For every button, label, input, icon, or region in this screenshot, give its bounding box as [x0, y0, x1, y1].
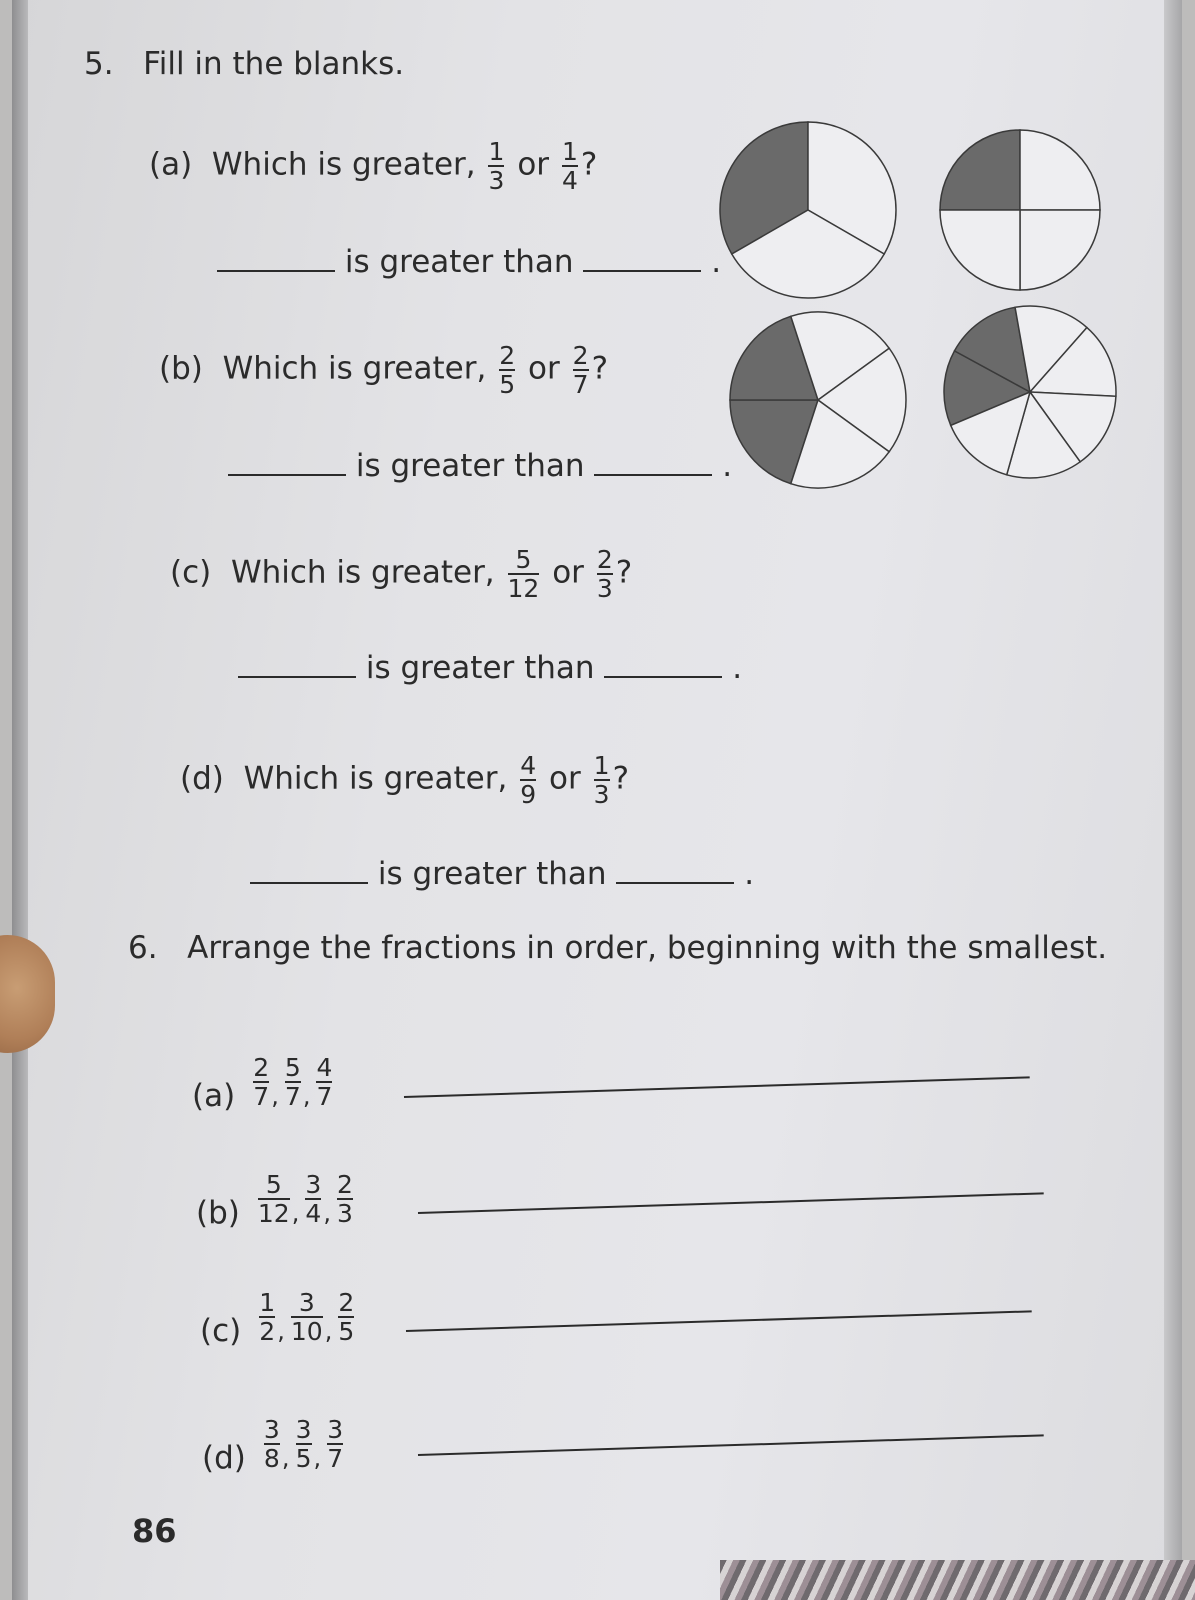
- q5a-label: (a): [149, 146, 193, 183]
- q5b-fraction-2: $\frac{2}{7}$: [572, 341, 589, 399]
- workbook-page: [12, 0, 1182, 1600]
- q6c-comma-2: ,: [324, 1317, 333, 1345]
- q5b-blank-1[interactable]: [228, 474, 346, 476]
- q5a-blank-2[interactable]: [583, 270, 701, 272]
- q6d-comma-2: ,: [313, 1444, 322, 1472]
- q6b-row: [196, 1167, 355, 1231]
- q5a-blank-1[interactable]: [217, 270, 335, 272]
- q6d-row: [202, 1412, 345, 1476]
- pie-slice: [940, 210, 1020, 290]
- fabric-background: [720, 1560, 1195, 1600]
- q5d-question: [180, 752, 629, 808]
- q5c-or: or: [552, 554, 584, 591]
- q5c-fraction-2: $\frac{2}{3}$: [596, 545, 613, 603]
- pie-3: [730, 312, 906, 488]
- q5b-period: .: [722, 448, 733, 484]
- q5a-or: or: [517, 146, 550, 183]
- q5-number: 5.: [84, 46, 114, 82]
- q6a-comma-2: ,: [302, 1082, 311, 1110]
- q5b-question-mark: ?: [591, 350, 609, 387]
- q6a-fraction-1: $\frac{2}{7}$: [253, 1053, 270, 1111]
- q5a-question-mark: ?: [580, 146, 598, 183]
- q5c-fraction-1: $\frac{5}{12}$: [507, 545, 540, 603]
- q6a-label: (a): [192, 1078, 236, 1114]
- q5d-or: or: [549, 760, 581, 797]
- q6c-fraction-1: $\frac{1}{2}$: [259, 1288, 276, 1346]
- q5a-question: [149, 138, 597, 194]
- q6a-fraction-3: $\frac{4}{7}$: [316, 1053, 333, 1111]
- q5b-blank-2[interactable]: [594, 474, 712, 476]
- q6b-comma-1: ,: [291, 1199, 300, 1227]
- q5d-fraction-2: $\frac{1}{3}$: [593, 751, 610, 809]
- q5b-answer-text: is greater than: [355, 448, 585, 484]
- q5c-answer: [238, 650, 742, 686]
- q6d-fraction-2: $\frac{3}{5}$: [295, 1415, 312, 1473]
- q6b-comma-2: ,: [323, 1199, 331, 1227]
- q6d-label: (d): [202, 1440, 246, 1476]
- pie-slice: [1020, 210, 1100, 290]
- q6c-fraction-2: $\frac{3}{10}$: [290, 1288, 323, 1346]
- q5a-answer-text: is greater than: [344, 244, 574, 280]
- q5a-period: .: [711, 244, 722, 280]
- q5d-answer: [250, 856, 754, 892]
- q6d-fraction-1: $\frac{3}{8}$: [263, 1415, 280, 1473]
- q6b-fraction-2: $\frac{3}{4}$: [305, 1170, 322, 1228]
- q5c-question-mark: ?: [615, 554, 633, 591]
- pie-1: [720, 122, 896, 298]
- q5a-fraction-2: $\frac{1}{4}$: [561, 137, 578, 195]
- pie-slice-shaded: [940, 130, 1020, 210]
- q5d-blank-2[interactable]: [616, 882, 734, 884]
- q5c-blank-2[interactable]: [604, 676, 722, 678]
- q6b-fraction-1: $\frac{5}{12}$: [257, 1170, 290, 1228]
- q5d-fraction-1: $\frac{4}{9}$: [520, 751, 537, 809]
- q6a-comma-1: ,: [271, 1082, 279, 1110]
- q5b-answer: [228, 448, 732, 484]
- q5c-prompt: Which is greater,: [230, 554, 495, 591]
- q5d-blank-1[interactable]: [250, 882, 368, 884]
- q6b-fraction-3: $\frac{2}{3}$: [337, 1170, 353, 1228]
- q5c-period: .: [732, 650, 743, 686]
- q5-instruction: Fill in the blanks.: [143, 46, 405, 82]
- q6d-fraction-3: $\frac{3}{7}$: [327, 1415, 344, 1473]
- q6c-label: (c): [200, 1313, 242, 1349]
- q6a-row: [192, 1050, 334, 1114]
- q5b-fraction-1: $\frac{2}{5}$: [499, 341, 516, 399]
- q6-instruction: Arrange the fractions in order, beginning with the smallest.: [187, 930, 1108, 966]
- pie-4: [944, 306, 1116, 478]
- q6-number: 6.: [128, 930, 158, 966]
- q5a-fraction-1: $\frac{1}{3}$: [488, 137, 505, 195]
- q5a-answer: [217, 244, 721, 280]
- q5a-prompt: Which is greater,: [211, 146, 476, 183]
- q5b-label: (b): [159, 350, 203, 387]
- q5d-question-mark: ?: [612, 760, 630, 797]
- q5d-prompt: Which is greater,: [243, 760, 508, 797]
- q6c-fraction-3: $\frac{2}{5}$: [338, 1288, 355, 1346]
- q5b-prompt: Which is greater,: [222, 350, 487, 387]
- pie-slice: [1020, 130, 1100, 210]
- pie-2: [940, 130, 1100, 290]
- q5d-label: (d): [180, 760, 224, 797]
- q5-heading: [84, 46, 404, 82]
- q5d-period: .: [744, 856, 755, 892]
- q5d-answer-text: is greater than: [377, 856, 607, 892]
- q6c-row: [200, 1285, 356, 1349]
- q5c-label: (c): [170, 554, 212, 591]
- q5c-answer-text: is greater than: [365, 650, 595, 686]
- q5b-question: [159, 342, 608, 398]
- q6b-label: (b): [196, 1195, 240, 1231]
- q5b-or: or: [528, 350, 560, 387]
- q6-heading: [128, 930, 1107, 966]
- q6d-comma-1: ,: [281, 1444, 290, 1472]
- q5c-question: [170, 546, 632, 602]
- q6c-comma-1: ,: [277, 1317, 285, 1345]
- q5c-blank-1[interactable]: [238, 676, 356, 678]
- page-number: 86: [132, 1512, 177, 1550]
- q6a-fraction-2: $\frac{5}{7}$: [284, 1053, 301, 1111]
